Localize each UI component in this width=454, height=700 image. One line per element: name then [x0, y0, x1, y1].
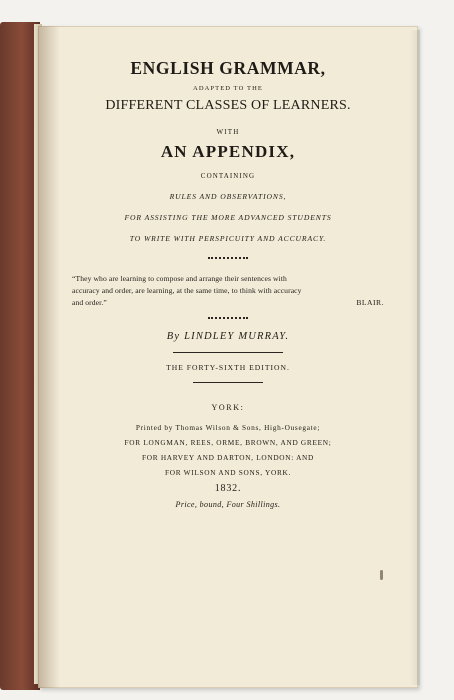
- rule-divider-2: [193, 382, 263, 383]
- edition-line: THE FORTY-SIXTH EDITION.: [166, 363, 290, 372]
- author-line: By LINDLEY MURRAY.: [166, 331, 290, 342]
- book-subtitle: DIFFERENT CLASSES OF LEARNERS.: [105, 98, 351, 113]
- quote-attribution: BLAIR.: [356, 298, 384, 307]
- publication-year: 1832.: [214, 483, 242, 494]
- imprint-line: FOR LONGMAN, REES, ORME, BROWN, AND GREEN;: [124, 438, 332, 447]
- epigraph-quote: [72, 273, 384, 309]
- description-line: FOR ASSISTING THE MORE ADVANCED STUDENTS: [124, 213, 332, 222]
- imprint-line: FOR WILSON AND SONS, YORK.: [164, 468, 292, 477]
- with-line: WITH: [216, 128, 240, 136]
- book-title: ENGLISH GRAMMAR,: [130, 58, 326, 78]
- place-of-publication: YORK:: [211, 403, 245, 412]
- ornament-divider: [208, 257, 248, 259]
- rule-divider: [173, 352, 283, 353]
- imprint-line: Printed by Thomas Wilson & Sons, High-Ousegate;: [135, 423, 321, 432]
- appendix-heading: AN APPENDIX,: [160, 142, 296, 161]
- paper-speck: [380, 570, 383, 580]
- page-right-shadow: [410, 30, 420, 685]
- page-fold-shadow: [38, 26, 60, 688]
- containing-line: CONTAINING: [200, 172, 256, 180]
- quote-line: accuracy and order, are learning, at the same time, to think with accuracy: [72, 286, 302, 295]
- description-line: RULES AND OBSERVATIONS,: [169, 192, 287, 201]
- title-page-text: [70, 56, 386, 509]
- description-line: TO WRITE WITH PERSPICUITY AND ACCURACY.: [129, 234, 327, 243]
- adapted-line: ADAPTED TO THE: [193, 85, 263, 92]
- appendix-description: [70, 192, 386, 243]
- imprint-block: [70, 420, 386, 480]
- quote-last-line: [72, 297, 384, 309]
- imprint-line: FOR HARVEY AND DARTON, LONDON: AND: [142, 453, 314, 462]
- quote-line: and order.”: [72, 298, 107, 307]
- quote-line: “They who are learning to compose and arrange their sentences with: [72, 274, 287, 283]
- price-line: Price, bound, Four Shillings.: [175, 500, 281, 509]
- ornament-divider-2: [208, 317, 248, 319]
